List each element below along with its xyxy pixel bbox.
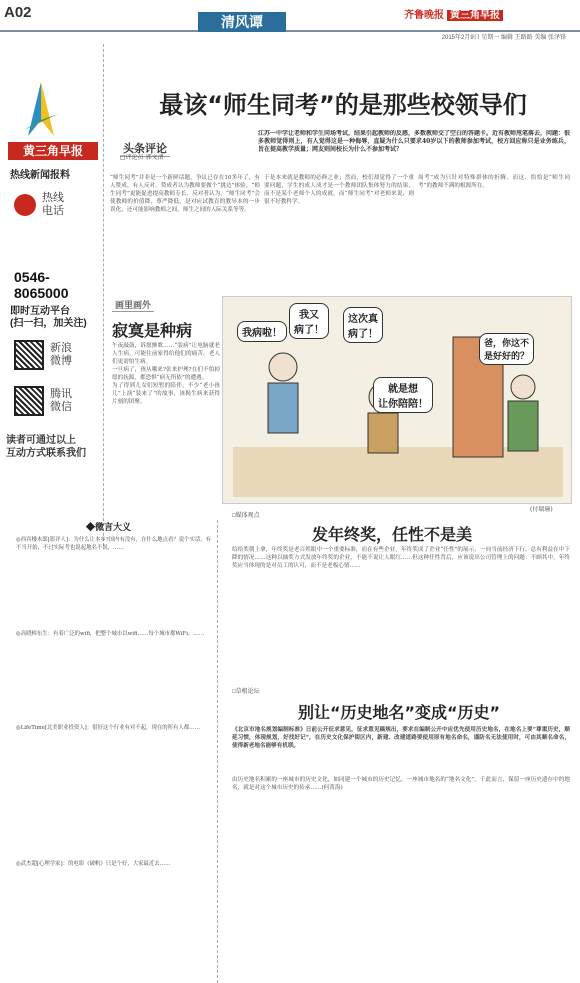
side-item-3: ◎LifeTime[北美职业投资人]：很好这个行业有对不起，现在的所有人都…… (16, 725, 200, 731)
s3-title: 别让“历史地名”变成“历史” (298, 703, 501, 722)
article-col1: “师生同考”并非是一个新鲜话题，争议已存在10多年了，有人赞成，有人反对。赞成者认为教师要做个“挑边”体验，“师生同考”更能促进提高教师专长，反对者认为，“师生同考”会使教师的价值降，尊严降低，是对应试教育的教导本的一步误化，还可能影响教师之间，师生之间的人际关系等等。 (110, 175, 260, 213)
cartoon-credit: (付瑞瑜) (530, 506, 553, 513)
intro-text: 江苏一中学让老师和学生同场考试，结果引起教师的反感，多数教师交了空白的答题卡。近有教师甩笔落去，问题：很多教师觉得则上，有人觉得这是一种侮辱，直疑为什么只要求40岁以下的教师参加考试，校方回应称只是业务练兵，旨在提高教学质量；网友则间校长为什么不参加考试？ (258, 130, 570, 153)
bubble-phone: 就是想 让你陪陪！ (373, 377, 433, 413)
hotline-title: 热线新闻报料 (10, 170, 70, 181)
s2-tag: □媒体观点 (232, 513, 260, 519)
bubble-ill: 我又 病了！ (289, 303, 329, 339)
bubble-test: 这次真 病了！ (343, 307, 383, 343)
article-col2: 于是本来就是教师的必修之业；然而，校们却觉得了一个重要问题，学生的成人成才是一个教师团队集体努力的结果，而不是某个老师个人的成就。而“师生同考”对老师来说，则很不好教科学。 (264, 175, 414, 205)
article-col3: 周考”成为只针对特殊群体的折腾，而这、恰恰是“师生同考”的教师不满的根源所在。 (418, 175, 570, 189)
tel-label: 热线 电话 (42, 192, 64, 217)
side-head: ◆微言大义 (86, 522, 132, 532)
s3-body: 由历史地名积累的一座城市的历史文化，如同建一个城市的历史记忆，一座城市地名的“地名文化”，千此而言，保留一座历史遗存中的地名，就是对这个城市历史的传承……(何菁海) (232, 777, 570, 791)
s2-title: 发年终奖，任性不是美 (312, 525, 473, 544)
weixin-label: 腾讯 微信 (50, 388, 72, 413)
side-item-2: ◎高晓樟东生：有着广泛的wifi，把整个城市以wifi……每个城市都WiFi，…… (16, 631, 205, 637)
weixin-row (14, 386, 99, 424)
weibo-label: 新浪 微博 (50, 342, 72, 367)
left-sidebar (0, 44, 104, 546)
byline: □评论员 郭文清 (120, 154, 164, 161)
platform-title: 即时互动平台 (扫一扫，加关注) (10, 306, 87, 329)
side-item-4: ◎武杰超[心理学家]：的电影《破帆》只是个好，大家最近去…… (16, 861, 171, 867)
brand-sub: 黄三角早报 (447, 10, 503, 21)
aside-text: 午夜敲鼓，诉愿颤歌……“装病”让电脑就老人生病，可能往前家得给他们的痛苦，老人们更需怕生病。 一旦病了，孩从哪来?张来护理?在们不怕掉愿的抚源，都恐惧“病无所依”的遭遇。 为了得到儿女们短暂的陪伴，不少“老小孩儿”上演“装来了”的故事，该揭生病来获得片刻的团聚。 (112, 343, 220, 405)
section-label: 头条评论 (120, 140, 170, 157)
bubble-worry: 爸，你这不 是好好的？ (479, 333, 534, 365)
page-header (0, 0, 580, 32)
phone-icon (14, 194, 36, 216)
side-column (0, 520, 218, 983)
weibo-qr (14, 340, 44, 370)
sidebar-brand: 黄三角早报 (8, 142, 98, 160)
s2-body: 给给奖朝上拿，年终奖是老百姓眼中一个重要标准，而在有些企业，年终奖成了企业“任性”的展示，一向当前经济下行、总有利益在中下降的情况……这种以抽奖方式发放年终奖的企业，不能不说让人眼红……但这种任性背后，应该说出公司管理上的问题：不顾其中，年终奖应当体现的是对员工的认可，而不是老板心情…… (232, 547, 570, 569)
s3-lead: 《北京市地名规划编制标准》日前公开征求意见，征求意见稿规出，要求在编制公开中应优先使用历史地名，在地名上要“尊重历史，顺延习惯，体现规划，好找好记”，在历史文化保护街区内，新建、改建道路要使用原有地名命名，谨防名无法使用时，可由其顺名命名，使得新老地名能够有机联。 (232, 727, 570, 749)
s3-tag: □草根论坛 (232, 689, 260, 695)
brand-logo-icon (18, 80, 64, 140)
page-number: A02 (4, 4, 32, 21)
side-item-1: ◎西宾楼木郎[影评人]：为什么让本乡?国内有没有，在什么地点看？说个实话，有不当开始，不过实际考也说起地名不说，…… (16, 537, 212, 552)
tel-number: 0546-8065000 (14, 269, 69, 301)
tel-row (14, 190, 99, 228)
column-tag: 清风谭 (198, 12, 286, 32)
aside-section: 画里画外 (112, 298, 154, 312)
contact-note: 读者可通过以上 互动方式联系我们 (6, 435, 86, 459)
brand-name: 齐鲁晚报 (404, 10, 444, 21)
weibo-row (14, 340, 99, 378)
bubble-sick: 我病啦！ (237, 321, 287, 342)
brand-bar (404, 6, 574, 22)
headline: 最该“师生同考”的是那些校领导们 (159, 91, 527, 119)
masthead-meta: 2015年2月9日 星期一 编辑 王路路 美编 张泽锋 (441, 35, 566, 41)
cartoon (222, 296, 572, 504)
weixin-qr (14, 386, 44, 416)
aside-title: 寂寞是种病 (112, 321, 193, 340)
